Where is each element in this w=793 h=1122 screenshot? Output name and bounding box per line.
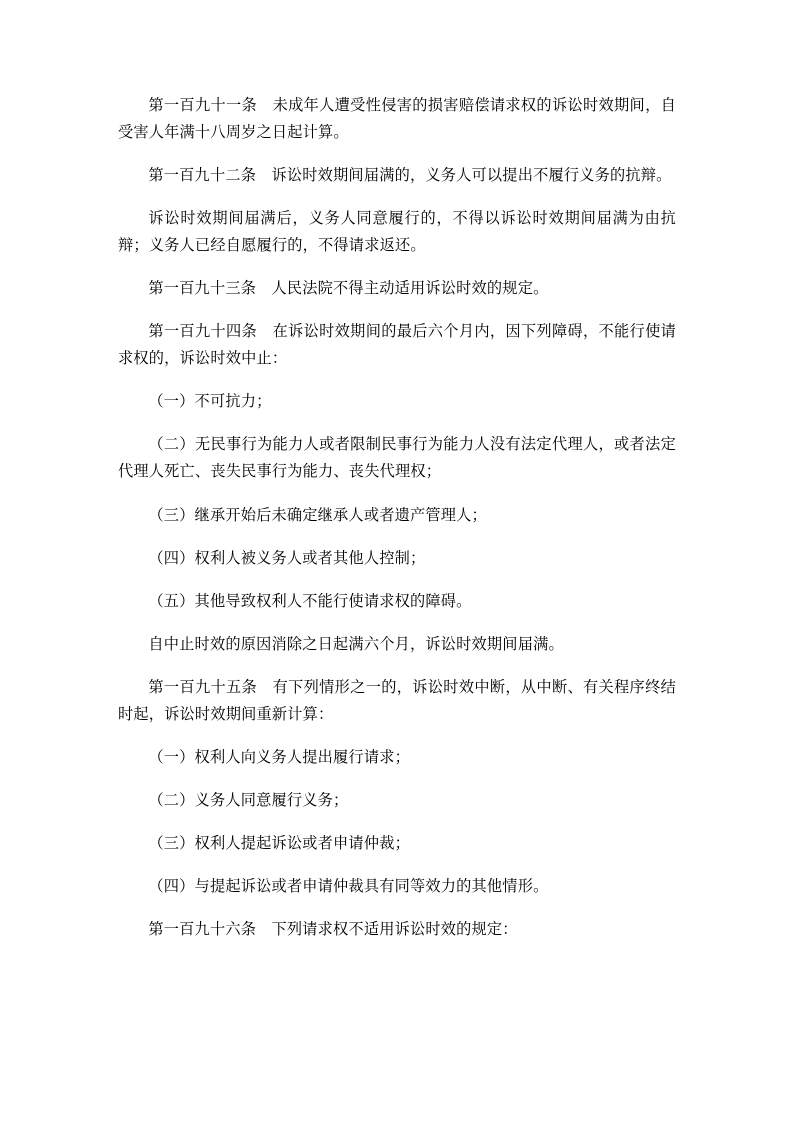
paragraph: （二）义务人同意履行义务； bbox=[148, 790, 349, 809]
paragraph: （二）无民事行为能力人或者限制民事行为能力人没有法定代理人，或者法定代理人死亡、丧失民事行为能力、丧失代理权； bbox=[118, 435, 676, 481]
paragraph: 第一百九十一条 未成年人遭受性侵害的损害赔偿请求权的诉讼时效期间，自受害人年满十八周岁之日起计算。 bbox=[118, 96, 676, 142]
paragraph: 自中止时效的原因消除之日起满六个月，诉讼时效期间届满。 bbox=[148, 634, 564, 653]
paragraph: （五）其他导致权利人不能行使请求权的障碍。 bbox=[148, 591, 472, 610]
paragraph: （四）权利人被义务人或者其他人控制； bbox=[148, 548, 426, 567]
paragraph: 第一百九十五条 有下列情形之一的，诉讼时效中断，从中断、有关程序终结时起，诉讼时效期间重新计算： bbox=[118, 677, 676, 723]
paragraph: （三）权利人提起诉讼或者申请仲裁； bbox=[148, 833, 410, 852]
paragraph: （一）不可抗力； bbox=[148, 392, 272, 411]
document-body bbox=[118, 92, 676, 943]
paragraph: 第一百九十六条 下列请求权不适用诉讼时效的规定： bbox=[148, 919, 518, 938]
paragraph: （一）权利人向义务人提出履行请求； bbox=[148, 747, 410, 766]
paragraph: 第一百九十三条 人民法院不得主动适用诉讼时效的规定。 bbox=[148, 279, 549, 298]
paragraph: （四）与提起诉讼或者申请仲裁具有同等效力的其他情形。 bbox=[148, 876, 549, 895]
paragraph: （三）继承开始后未确定继承人或者遗产管理人； bbox=[148, 505, 487, 524]
paragraph: 第一百九十四条 在诉讼时效期间的最后六个月内，因下列障碍，不能行使请求权的，诉讼时效中止： bbox=[118, 322, 676, 368]
paragraph: 第一百九十二条 诉讼时效期间届满的，义务人可以提出不履行义务的抗辩。 bbox=[148, 166, 672, 185]
paragraph: 诉讼时效期间届满后，义务人同意履行的，不得以诉讼时效期间届满为由抗辩；义务人已经自愿履行的，不得请求返还。 bbox=[118, 209, 676, 255]
